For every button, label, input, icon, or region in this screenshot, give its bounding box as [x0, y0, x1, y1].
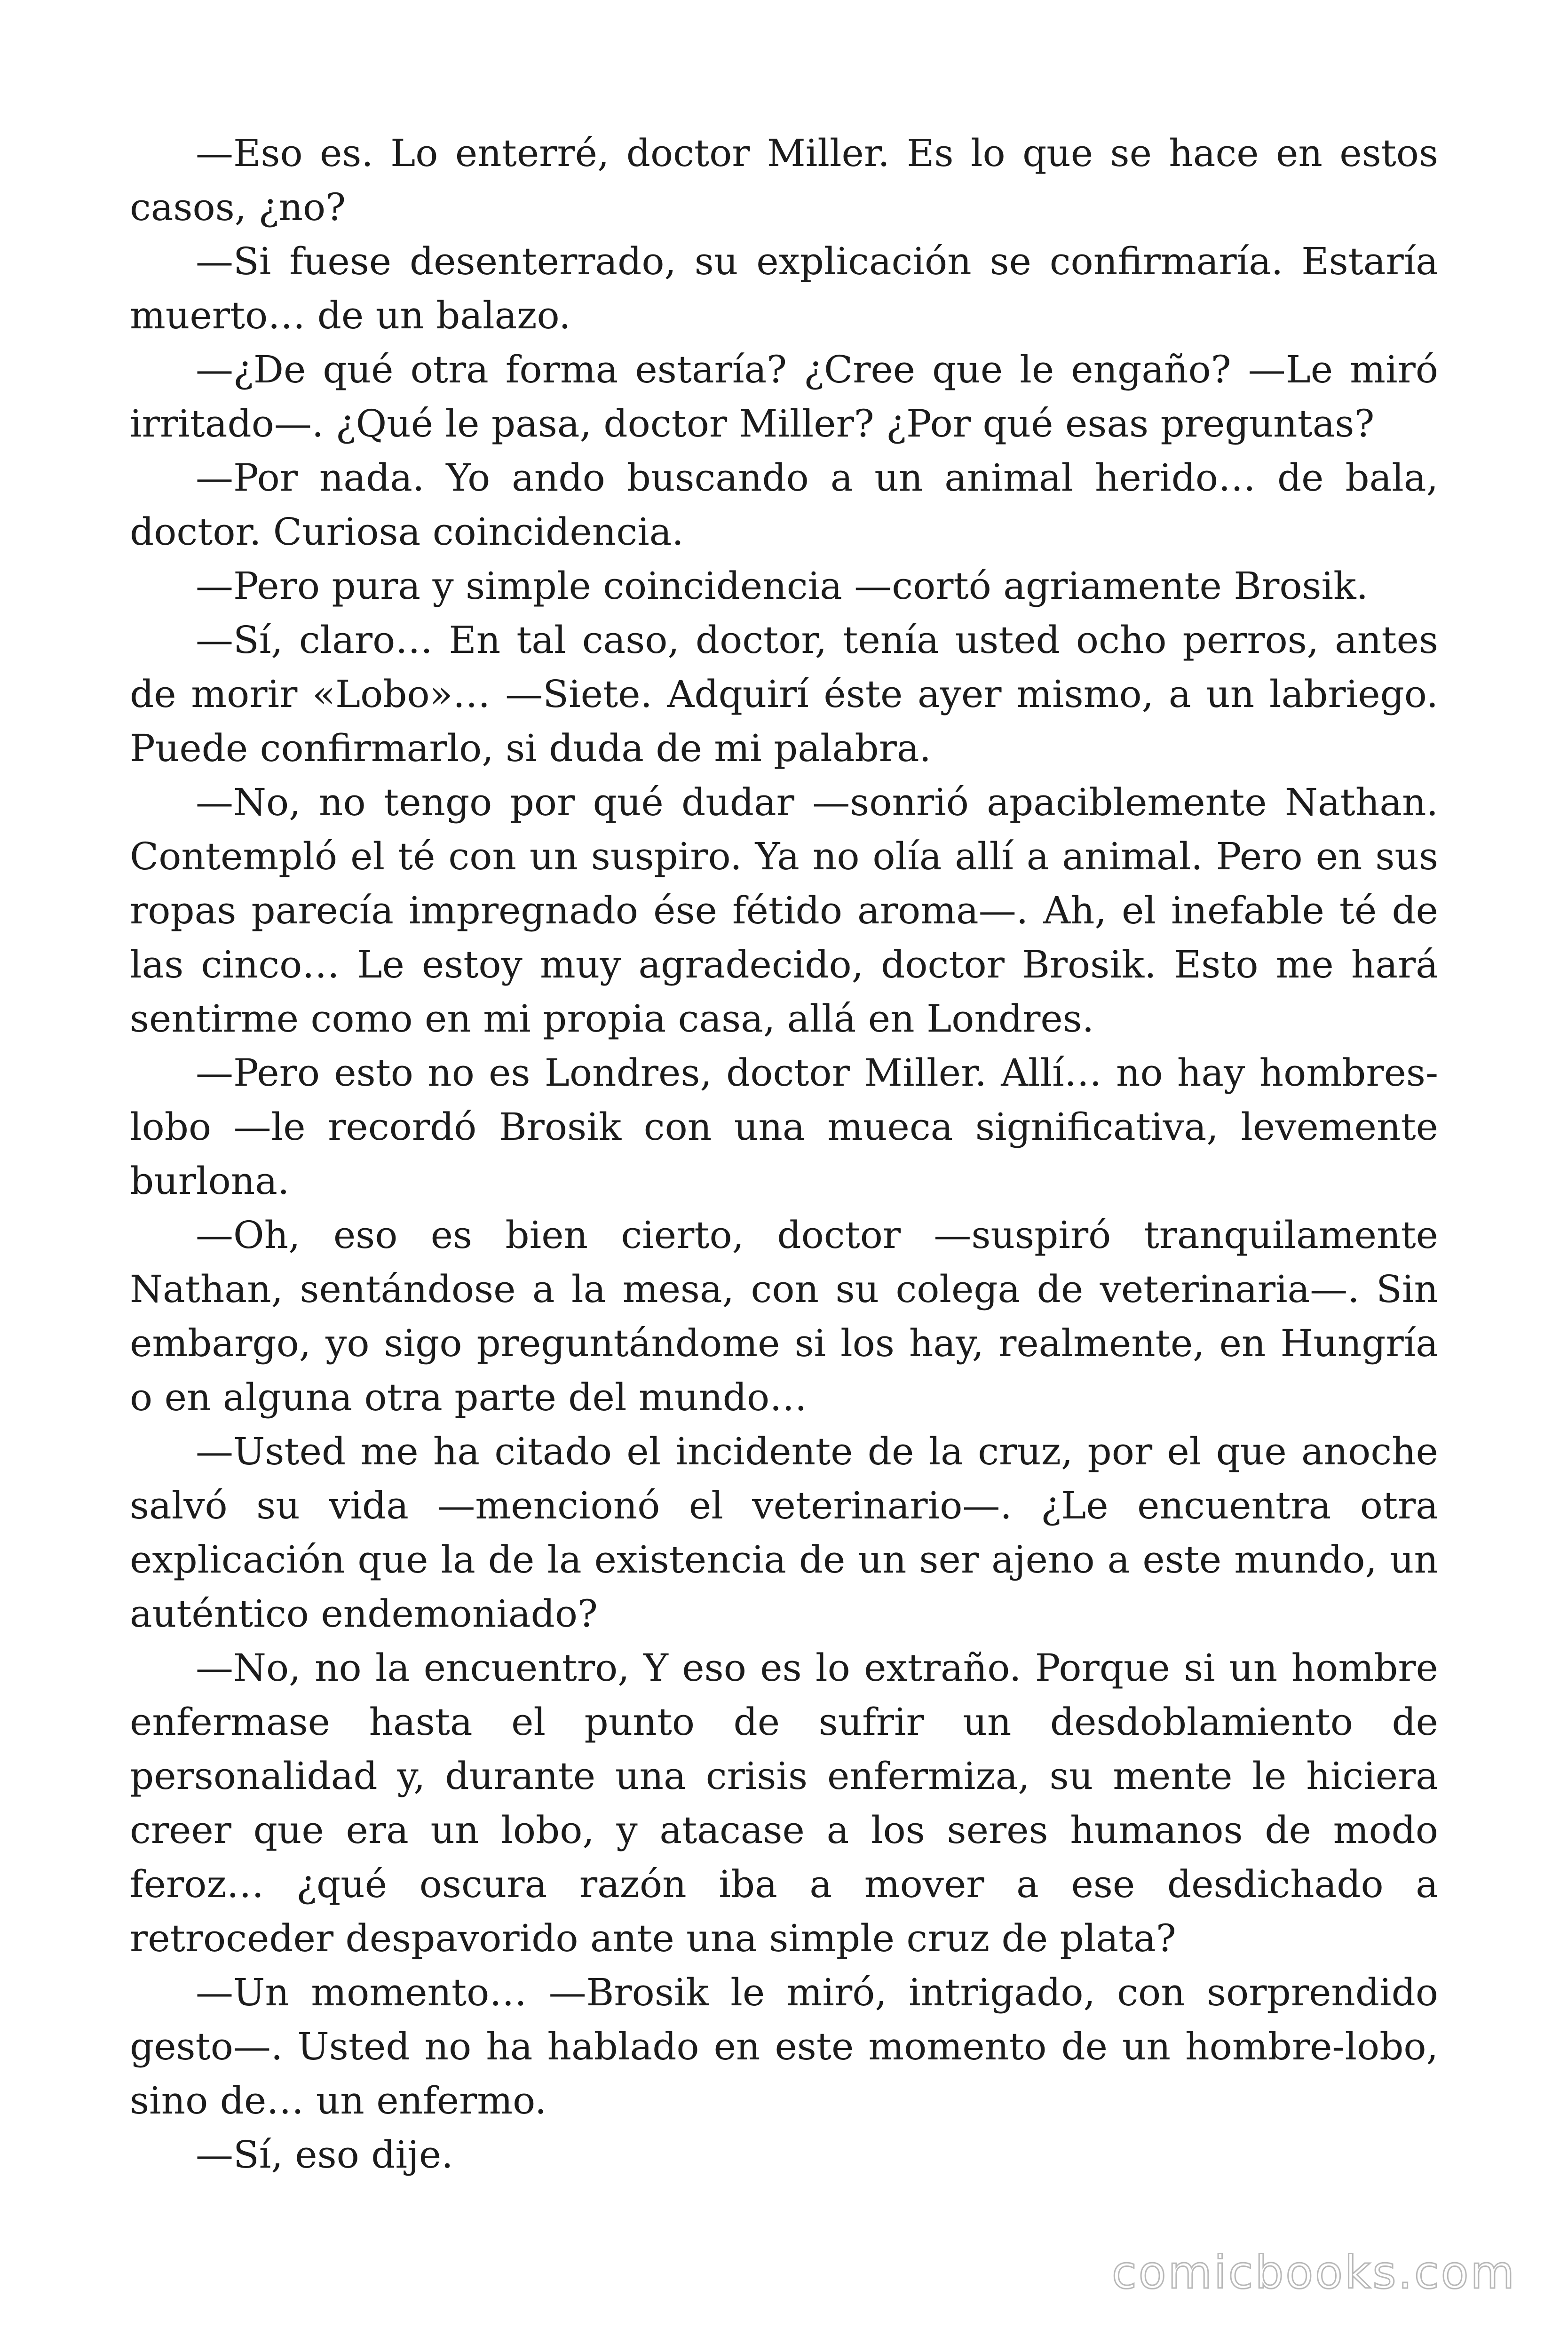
paragraph-13: —Sí, eso dije. [196, 2133, 453, 2177]
page-text [130, 126, 1438, 2182]
paragraph-9: —Oh, eso es bien cierto, doctor —suspiró tranquilamente Nathan, sentándose a la mesa, con su colega de veterinaria—. Sin embargo, yo sigo preguntándome si los hay, realmente, en Hungría o en alguna otra parte del mundo… [130, 1213, 1438, 1419]
paragraph-2: —Si fuese desenterrado, su explicación se confirmaría. Estaría muerto… de un balazo. [130, 239, 1438, 337]
paragraph-12: —Un momento… —Brosik le miró, intrigado, con sorprendido gesto—. Usted no ha hablado en este momento de un hombre-lobo, sino de… un enfermo. [130, 1971, 1438, 2122]
paragraph-5: —Pero pura y simple coincidencia —cortó agriamente Brosik. [196, 564, 1369, 608]
paragraph-8: —Pero esto no es Londres, doctor Miller. Allí… no hay hombres-lobo —le recordó Brosik con una mueca significativa, levemente burlona. [130, 1051, 1438, 1203]
watermark: comicbooks.com [1111, 2246, 1516, 2299]
paragraph-7: —No, no tengo por qué dudar —sonrió apaciblemente Nathan. Contempló el té con un suspiro. Ya no olía allí a animal. Pero en sus ropas parecía impregnado ése fétido aroma—. Ah, el inefable té de las cinco… Le estoy muy agradecido, doctor Brosik. Esto me hará sentirme como en mi propia casa, allá en Londres. [130, 780, 1438, 1041]
paragraph-1: —Eso es. Lo enterré, doctor Miller. Es lo que se hace en estos casos, ¿no? [130, 131, 1438, 229]
paragraph-11: —No, no la encuentro, Y eso es lo extraño. Porque si un hombre enfermase hasta el punto de sufrir un desdoblamiento de personalidad y, durante una crisis enfermiza, su mente le hiciera creer que era un lobo, y atacase a los seres humanos de modo feroz… ¿qué oscura razón iba a mover a ese desdichado a retroceder despavorido ante una simple cruz de plata? [130, 1646, 1438, 1960]
paragraph-6: —Sí, claro… En tal caso, doctor, tenía usted ocho perros, antes de morir «Lobo»… —Siete. Adquirí éste ayer mismo, a un labriego. Puede confirmarlo, si duda de mi palabra. [130, 618, 1438, 770]
paragraph-4: —Por nada. Yo ando buscando a un animal herido… de bala, doctor. Curiosa coincidencia. [130, 456, 1438, 554]
paragraph-3: —¿De qué otra forma estaría? ¿Cree que le engaño? —Le miró irritado—. ¿Qué le pasa, doctor Miller? ¿Por qué esas preguntas? [130, 348, 1438, 445]
paragraph-10: —Usted me ha citado el incidente de la cruz, por el que anoche salvó su vida —mencionó el veterinario—. ¿Le encuentra otra explicación que la de la existencia de un ser ajeno a este mundo, un auténtico endemoniado? [130, 1430, 1438, 1636]
